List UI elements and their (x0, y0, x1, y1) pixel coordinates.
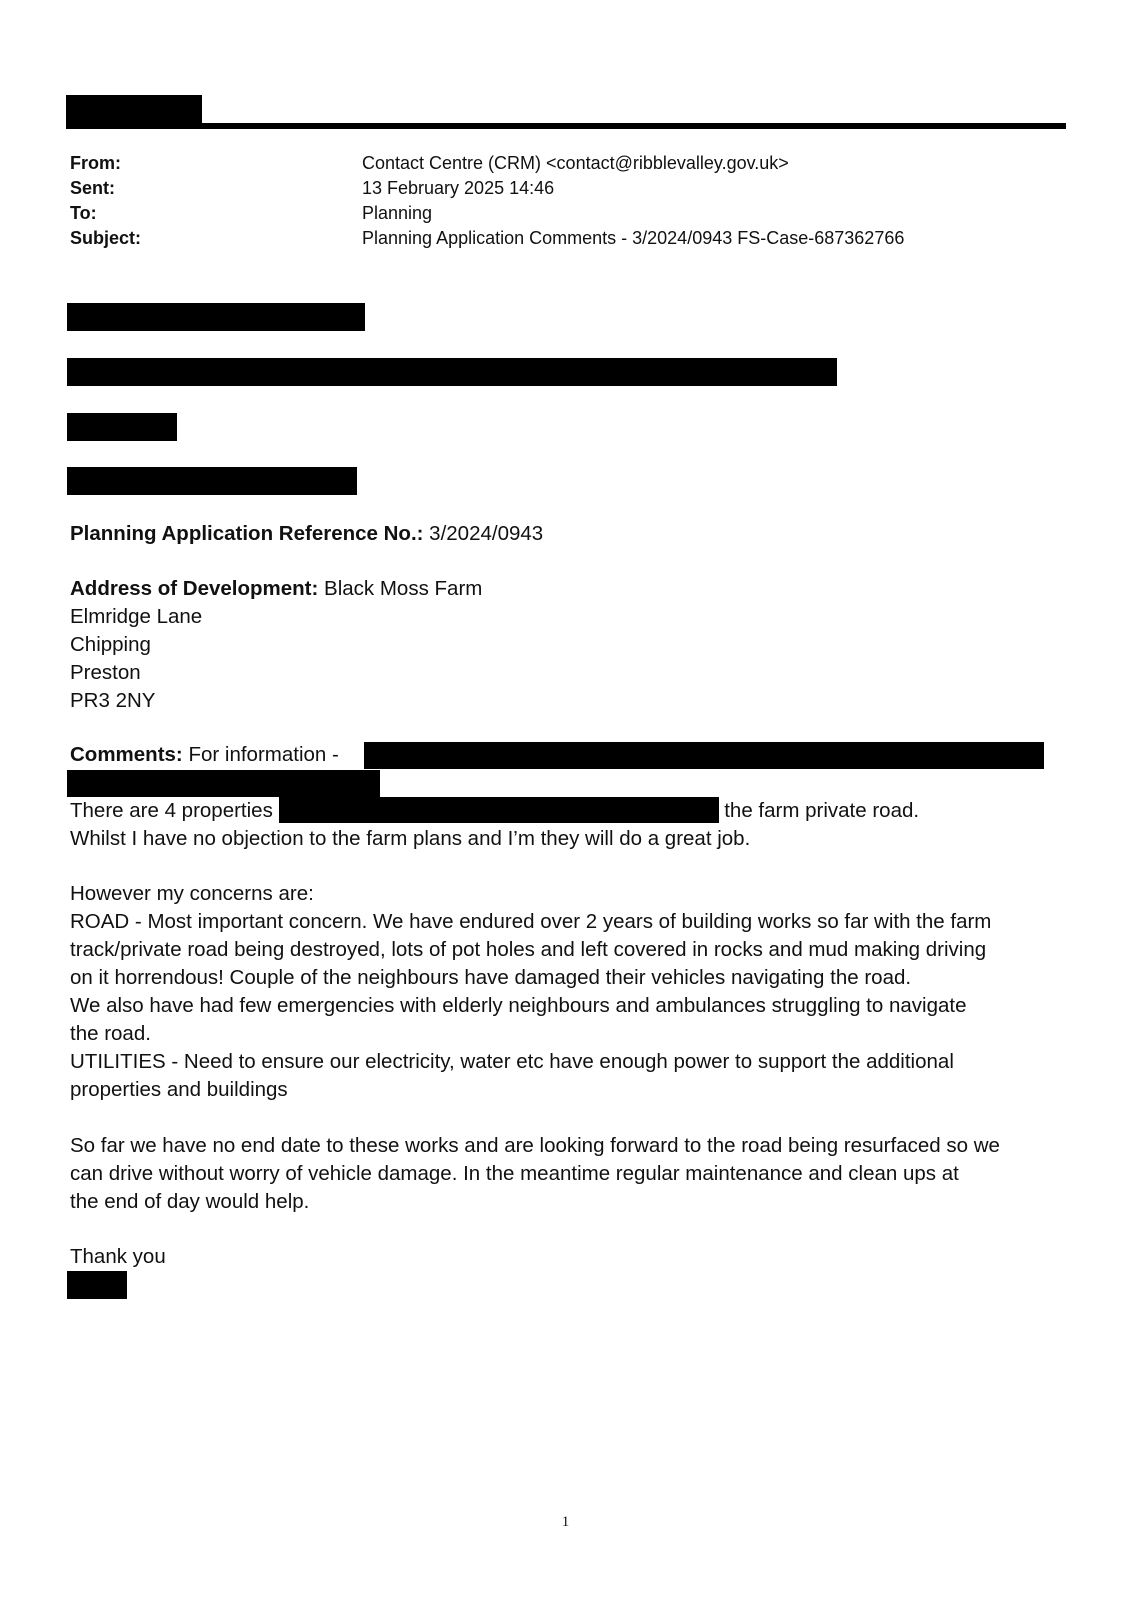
address-line-2: Elmridge Lane (70, 605, 203, 628)
address-line-4: Preston (70, 661, 141, 684)
closing-line-2: can drive without worry of vehicle damage. In the meantime regular maintenance and clean ups at (70, 1162, 959, 1185)
properties-line (70, 797, 919, 825)
redacted-sender-name (66, 95, 202, 125)
closing-paragraph (70, 1132, 1000, 1216)
sent-value: 13 February 2025 14:46 (362, 178, 555, 198)
redacted-block-2 (67, 358, 837, 386)
signoff: Thank you (70, 1245, 166, 1268)
concerns-heading: However my concerns are: (70, 882, 314, 905)
redacted-signature (67, 1271, 127, 1299)
subject-row (70, 226, 904, 251)
redacted-block-4 (67, 467, 357, 495)
comments-label: Comments: (70, 743, 183, 766)
application-reference (70, 520, 543, 548)
sent-row (70, 176, 904, 201)
to-label: To: (70, 203, 97, 223)
utilities-line-1: UTILITIES - Need to ensure our electricity, water etc have enough power to support the additional (70, 1050, 954, 1073)
road-line-5: the road. (70, 1022, 151, 1045)
road-line-3: on it horrendous! Couple of the neighbours have damaged their vehicles navigating the road. (70, 966, 912, 989)
from-row (70, 151, 904, 176)
concerns-paragraph (70, 880, 991, 1104)
from-value: Contact Centre (CRM) <contact@ribblevalley.gov.uk> (362, 153, 789, 173)
email-header (70, 151, 904, 251)
no-objection-line: Whilst I have no objection to the farm plans and I’m they will do a great job. (70, 827, 751, 850)
from-label: From: (70, 153, 121, 173)
page-number: 1 (561, 1514, 570, 1530)
to-row (70, 201, 904, 226)
closing-line-1: So far we have no end date to these works and are looking forward to the road being resurfaced so we (70, 1134, 1000, 1157)
subject-label: Subject: (70, 228, 142, 248)
comments-intro-text: For information - (182, 743, 339, 766)
reference-label: Planning Application Reference No.: (70, 522, 424, 545)
reference-value: 3/2024/0943 (423, 522, 544, 545)
road-line-1: ROAD - Most important concern. We have endured over 2 years of building works so far with the farm (70, 910, 992, 933)
road-line-4: We also have had few emergencies with elderly neighbours and ambulances struggling to navigate (70, 994, 967, 1017)
redacted-block-3 (67, 413, 177, 441)
address-label: Address of Development: (70, 577, 319, 600)
address-line-3: Chipping (70, 633, 151, 656)
address-line-5: PR3 2NY (70, 689, 156, 712)
comments-intro (70, 741, 339, 769)
redacted-block-1 (67, 303, 365, 331)
subject-value: Planning Application Comments - 3/2024/0943 FS-Case-687362766 (362, 228, 905, 248)
to-value: Planning (362, 203, 433, 223)
redacted-properties (279, 797, 719, 823)
properties-end: the farm private road. (724, 799, 920, 822)
header-divider (66, 123, 1066, 129)
sent-label: Sent: (70, 178, 115, 198)
redacted-comment-1 (364, 742, 1044, 769)
closing-line-3: the end of day would help. (70, 1190, 310, 1213)
road-line-2: track/private road being destroyed, lots of pot holes and left covered in rocks and mud making driving (70, 938, 987, 961)
development-address (70, 575, 482, 715)
properties-start: There are 4 properties (70, 799, 273, 822)
redacted-comment-2 (67, 770, 380, 797)
address-line-1: Black Moss Farm (318, 577, 483, 600)
utilities-line-2: properties and buildings (70, 1078, 288, 1101)
